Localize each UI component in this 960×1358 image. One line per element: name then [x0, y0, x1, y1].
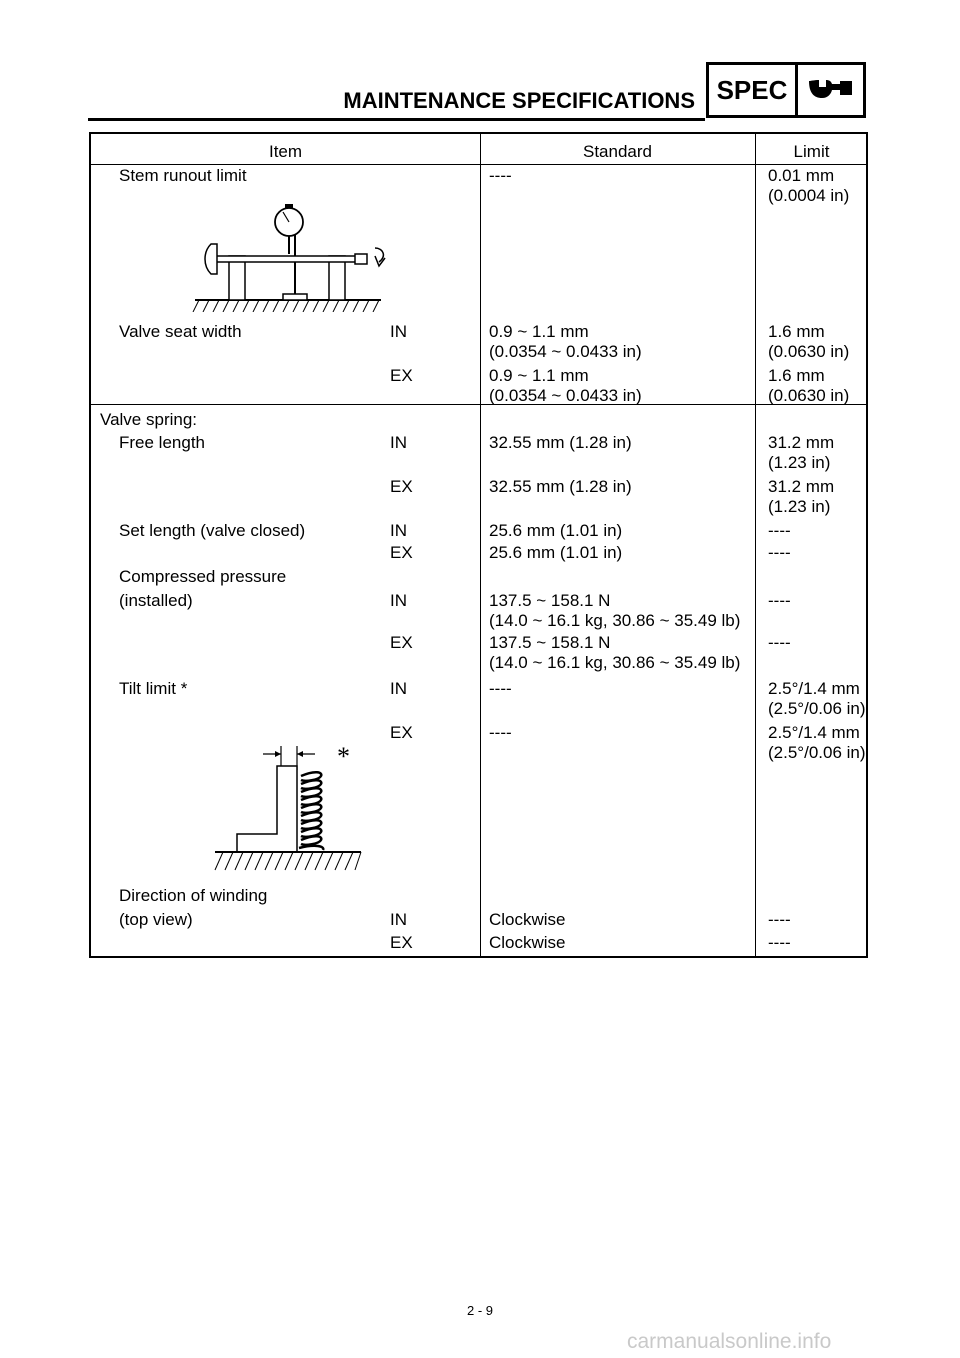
tilt-ex-limit: 2.5°/1.4 mm — [768, 723, 860, 742]
wind-in-standard: Clockwise — [489, 910, 566, 929]
seat-ex-limit-in: (0.0630 in) — [768, 386, 850, 405]
wind-ex-limit: ---- — [768, 933, 791, 952]
stem-runout-limit: 0.01 mm — [768, 166, 835, 185]
free-in-limit-in: (1.23 in) — [768, 453, 831, 472]
set-ex-limit: ---- — [768, 543, 791, 562]
spec-table — [89, 132, 868, 958]
stem-runout-label: Stem runout limit — [119, 166, 247, 185]
tilt-asterisk-mark: * — [337, 742, 350, 771]
seat-in-standard: 0.9 ~ 1.1 mm — [489, 322, 589, 341]
free-length-label: Free length — [119, 433, 205, 452]
seat-in-limit: 1.6 mm — [768, 322, 825, 341]
free-in-label: IN — [390, 433, 407, 452]
compressed-pressure-label: Compressed pressure — [119, 567, 287, 586]
seat-width-label: Valve seat width — [119, 322, 242, 341]
comp-in-standard: 137.5 ~ 158.1 N — [489, 591, 611, 610]
wind-ex-standard: Clockwise — [489, 933, 566, 952]
seat-ex-limit: 1.6 mm — [768, 366, 825, 385]
stem-runout-limit-in: (0.0004 in) — [768, 186, 850, 205]
header-rule — [88, 118, 705, 121]
spec-badge-label: SPEC — [709, 65, 798, 115]
stem-runout-standard: ---- — [489, 166, 512, 185]
set-ex-label: EX — [390, 543, 413, 562]
seat-in-limit-in: (0.0630 in) — [768, 342, 850, 361]
set-ex-standard: 25.6 mm (1.01 in) — [489, 543, 623, 562]
installed-label: (installed) — [119, 591, 193, 610]
free-in-limit: 31.2 mm — [768, 433, 835, 452]
set-in-standard: 25.6 mm (1.01 in) — [489, 521, 623, 540]
wind-in-limit: ---- — [768, 910, 791, 929]
col-header-standard: Standard — [583, 142, 652, 161]
tilt-ex-standard: ---- — [489, 723, 512, 742]
comp-in-standard-alt: (14.0 ~ 16.1 kg, 30.86 ~ 35.49 lb) — [489, 611, 741, 630]
tilt-in-standard: ---- — [489, 679, 512, 698]
header-divider — [91, 164, 866, 165]
section-divider — [91, 404, 866, 405]
tilt-ex-label: EX — [390, 723, 413, 742]
seat-in-label: IN — [390, 322, 407, 341]
valve-spring-heading: Valve spring: — [100, 410, 198, 429]
comp-ex-standard: 137.5 ~ 158.1 N — [489, 633, 611, 652]
free-in-standard: 32.55 mm (1.28 in) — [489, 433, 632, 452]
page-number: 2 - 9 — [466, 1303, 493, 1318]
set-length-label: Set length (valve closed) — [119, 521, 306, 540]
free-ex-standard: 32.55 mm (1.28 in) — [489, 477, 632, 496]
seat-ex-label: EX — [390, 366, 413, 385]
watermark: carmanualsonline.info — [627, 1330, 832, 1353]
wind-ex-label: EX — [390, 933, 413, 952]
tilt-limit-label: Tilt limit * — [119, 679, 188, 698]
free-ex-label: EX — [390, 477, 413, 496]
set-in-label: IN — [390, 521, 407, 540]
stem-runout-diagram — [191, 192, 401, 312]
comp-ex-standard-alt: (14.0 ~ 16.1 kg, 30.86 ~ 35.49 lb) — [489, 653, 741, 672]
tilt-in-limit: 2.5°/1.4 mm — [768, 679, 860, 698]
comp-ex-limit: ---- — [768, 633, 791, 652]
set-in-limit: ---- — [768, 521, 791, 540]
free-ex-limit: 31.2 mm — [768, 477, 835, 496]
col-divider — [480, 134, 481, 956]
spec-badge — [706, 62, 866, 118]
seat-ex-standard-in: (0.0354 ~ 0.0433 in) — [489, 386, 642, 405]
free-ex-limit-in: (1.23 in) — [768, 497, 831, 516]
col-header-item: Item — [268, 142, 303, 161]
wrench-icon — [798, 65, 863, 115]
tilt-in-label: IN — [390, 679, 407, 698]
tilt-ex-limit-in: (2.5°/0.06 in) — [768, 743, 866, 762]
top-view-label: (top view) — [119, 910, 193, 929]
wind-in-label: IN — [390, 910, 407, 929]
col-header-limit: Limit — [793, 142, 830, 161]
page-title: MAINTENANCE SPECIFICATIONS — [343, 88, 695, 113]
seat-in-standard-in: (0.0354 ~ 0.0433 in) — [489, 342, 642, 361]
tilt-in-limit-in: (2.5°/0.06 in) — [768, 699, 866, 718]
winding-label: Direction of winding — [119, 886, 268, 905]
col-divider — [755, 134, 756, 956]
comp-ex-label: EX — [390, 633, 413, 652]
seat-ex-standard: 0.9 ~ 1.1 mm — [489, 366, 589, 385]
comp-in-label: IN — [390, 591, 407, 610]
comp-in-limit: ---- — [768, 591, 791, 610]
